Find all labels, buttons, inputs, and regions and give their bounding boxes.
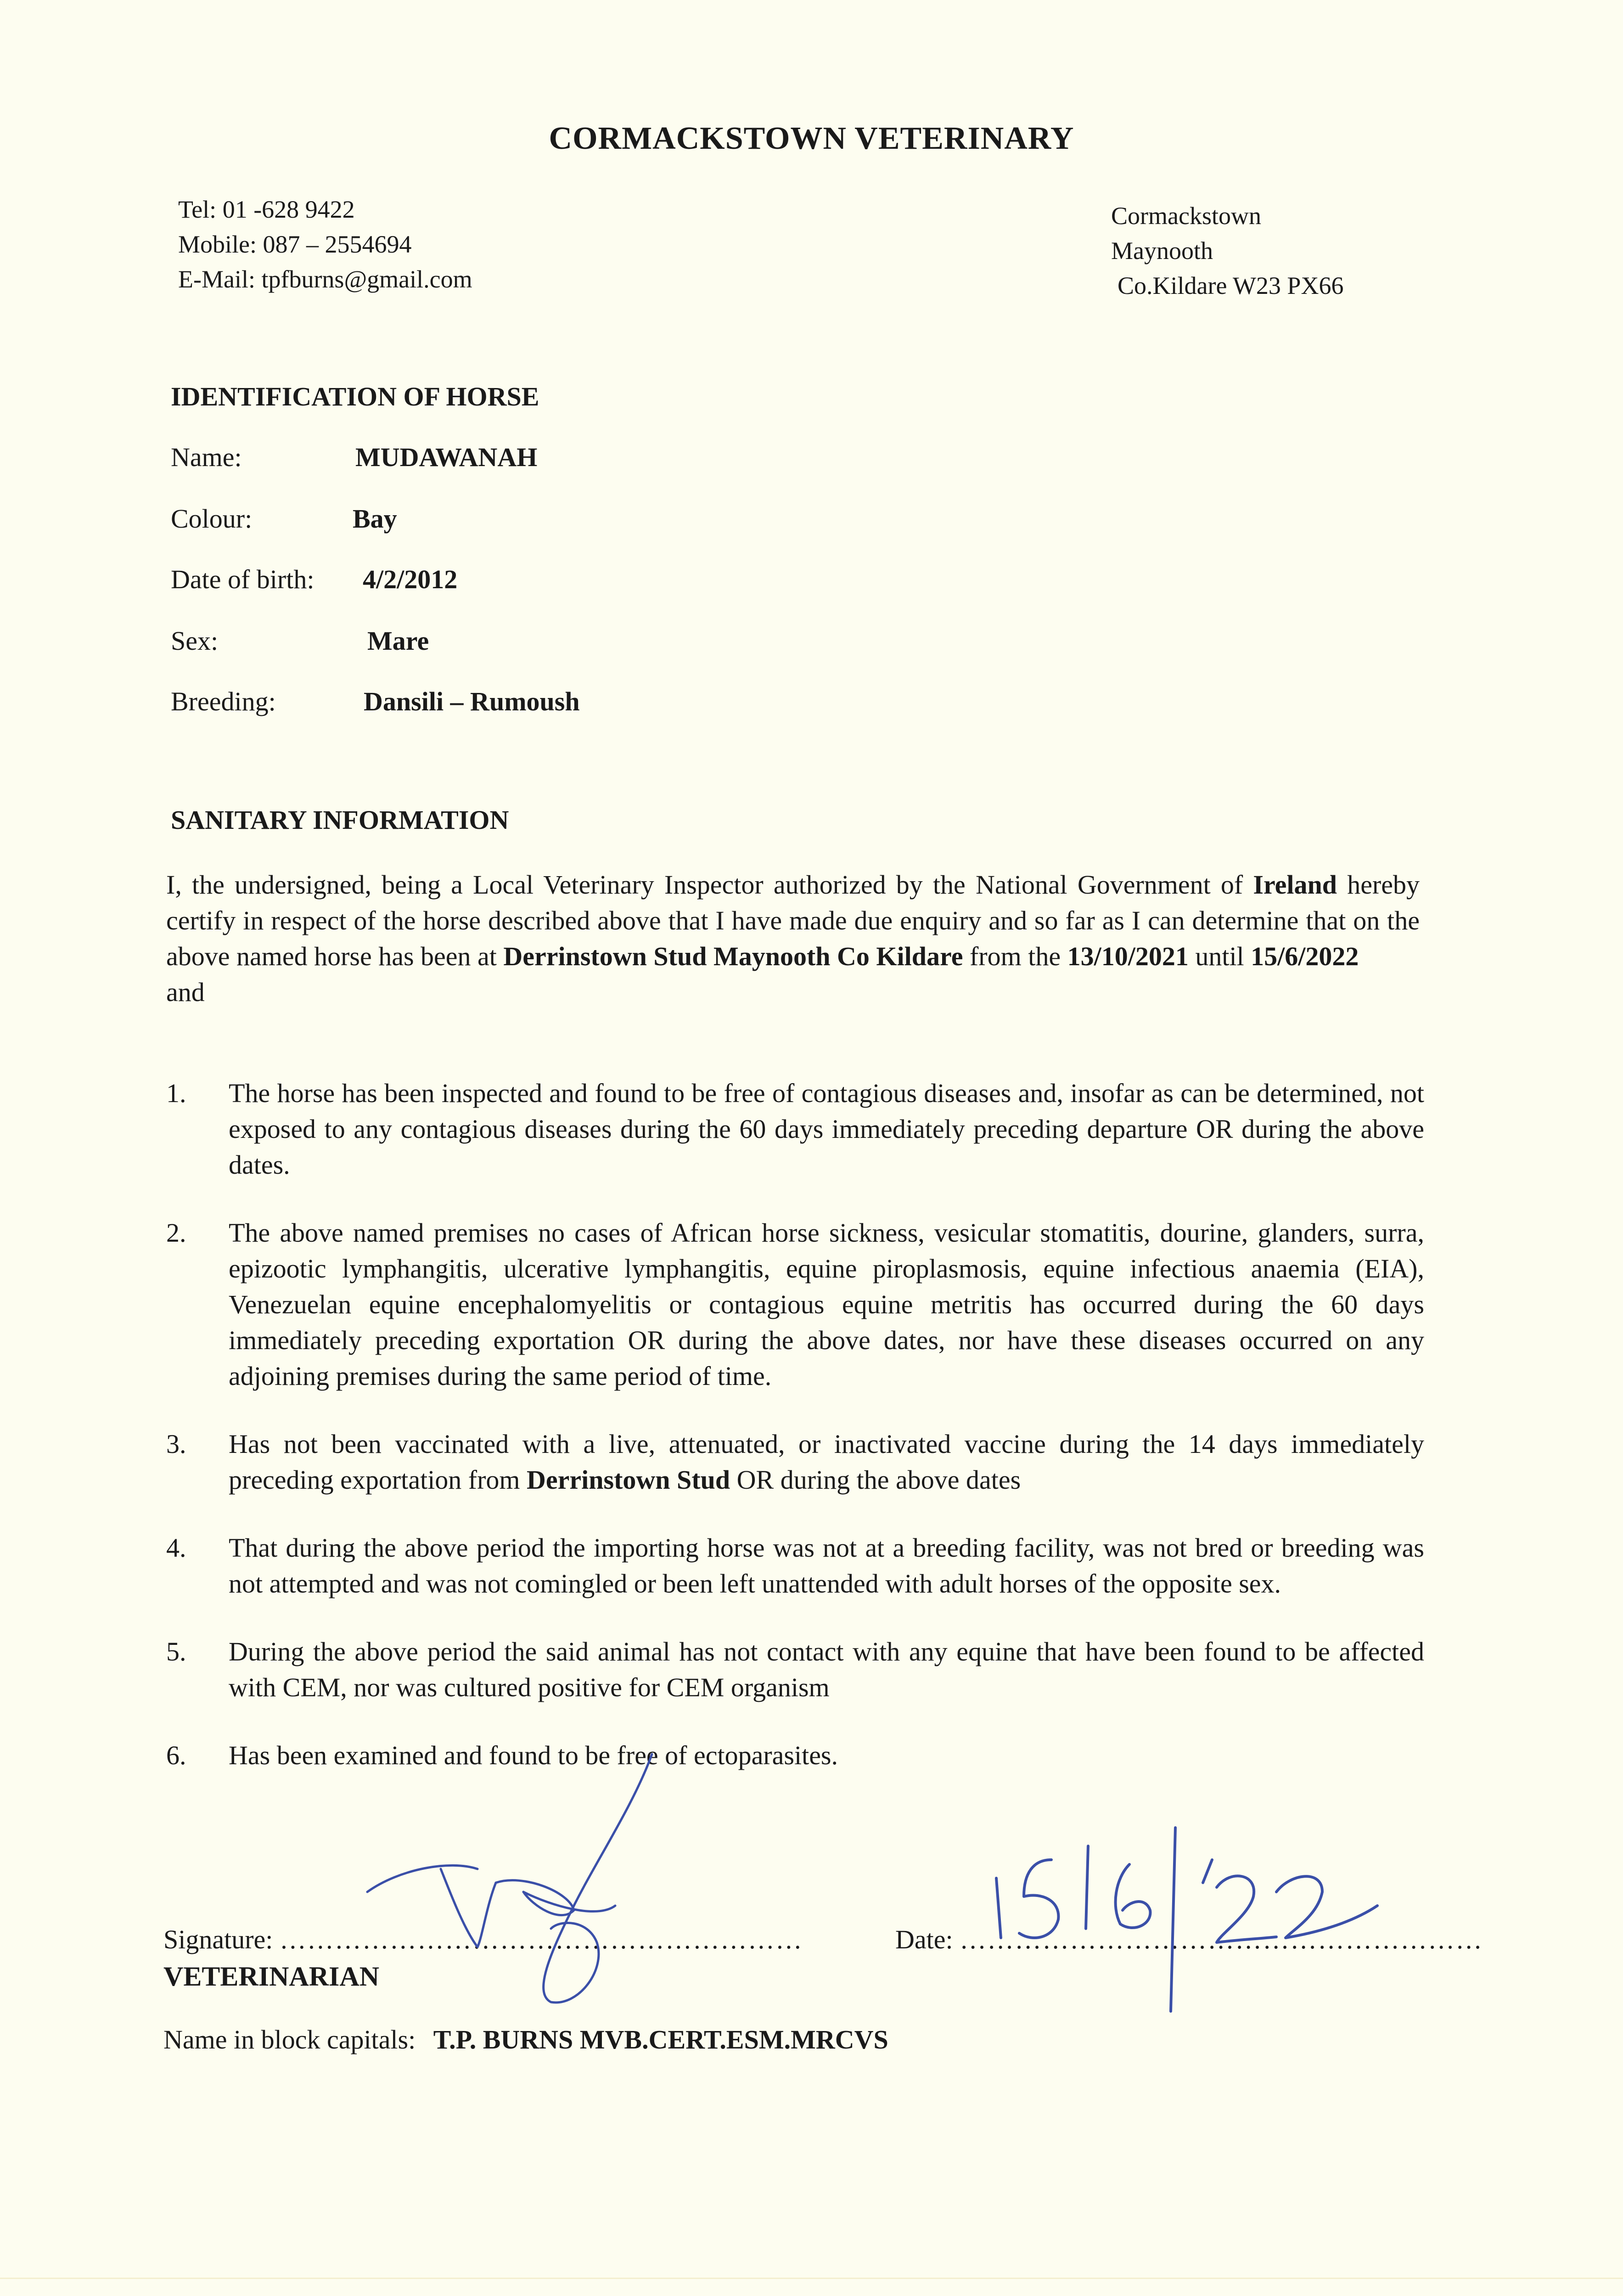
item-text: Has been examined and found to be free of ectoparasites. [229,1740,838,1770]
sex-label: Sex: [171,626,219,656]
dob-value: 4/2/2012 [363,564,458,594]
sanitary-heading: SANITARY INFORMATION [171,805,509,835]
item-text: That during the above period the importing horse was not at a breeding facility, was not bred or breeding was not attempted and was not comingled or been left unattended with adult horses of the opposite sex. [229,1533,1424,1598]
country: Ireland [1253,870,1337,900]
item-text: OR during the above dates [730,1465,1021,1495]
item-number: 3. [166,1429,186,1459]
address-line: Cormackstown [1111,202,1261,230]
list-item [166,1634,1424,1705]
name-value: MUDAWANAH [355,442,538,472]
until-text: until [1188,941,1251,971]
item-number: 1. [166,1078,186,1108]
list-item [166,1075,1424,1183]
item-text: During the above period the said animal has not contact with any equine that have been found to be affected with CEM, nor was cultured positive for CEM organism [229,1637,1424,1702]
until-date: 15/6/2022 [1251,941,1359,971]
signature-label: Signature: [163,1925,273,1954]
colour-label: Colour: [171,504,253,534]
list-item [166,1738,1424,1773]
list-item [166,1530,1424,1602]
breeding-label: Breeding: [171,687,276,716]
letterhead-title: CORMACKSTOWN VETERINARY [549,121,1074,156]
name-label: Name: [171,442,242,472]
signature-dots: ………………………………………………… [279,1925,803,1954]
intro-text: I, the undersigned, being a Local Veterinary Inspector authorized by the National Government of [166,870,1243,900]
veterinarian-label: VETERINARIAN [163,1961,380,1992]
block-name-label: Name in block capitals: [163,2025,416,2054]
condition-list [166,1075,1424,1806]
breeding-value: Dansili – Rumoush [364,687,580,716]
item-text: The above named premises no cases of African horse sickness, vesicular stomatitis, dourine, glanders, surra, epizootic lymphangitis, ulcerative lymphangitis, equine piroplasmosis, equine infectious anaemia (EIA), Venezuelan equine encephalomyelitis or contagious equine metritis has occurred during the 60 days immediately preceding exportation OR during the above dates, nor have these diseases occurred on any adjoining premises during the same period of time. [229,1218,1424,1391]
address-line: Co.Kildare W23 PX66 [1118,272,1344,299]
and-text: and [166,977,205,1007]
block-name-line [163,2024,888,2055]
address-block [1111,198,1343,303]
colour-value: Bay [353,504,397,534]
list-item [166,1215,1424,1394]
address-line: Maynooth [1111,237,1213,264]
item-text: The horse has been inspected and found to be free of contagious diseases and, insofar as can be determined, not exposed to any contagious diseases during the 60 days immediately preceding departure OR during the above dates. [229,1078,1424,1180]
intro-text-2: hereby certify in respect of the horse described above that I have made due enquiry and so far as I can determine that on the above named horse has been at [166,870,1420,971]
certification-paragraph [166,867,1420,1010]
sex-value: Mare [367,626,429,656]
handwritten-date [983,1818,1396,2030]
block-name-value: T.P. BURNS MVB.CERT.ESM.MRCVS [433,2025,888,2054]
item-number: 2. [166,1218,186,1248]
tel: Tel: 01 -628 9422 [178,196,355,223]
list-item [166,1426,1424,1498]
dob-label: Date of birth: [171,564,314,594]
email: E-Mail: tpfburns@gmail.com [178,265,472,293]
item-text: Has not been vaccinated with a live, attenuated, or inactivated vaccine during the 14 days immediately preceding exportation from [229,1429,1424,1495]
from-date: 13/10/2021 [1067,941,1189,971]
identification-heading: IDENTIFICATION OF HORSE [171,382,539,411]
premises: Derrinstown Stud Maynooth Co Kildare [503,941,963,971]
date-dots: ………………………………………………… [960,1925,1483,1954]
item-number: 5. [166,1637,186,1666]
item-bold-text: Derrinstown Stud [527,1465,730,1495]
mobile: Mobile: 087 – 2554694 [178,231,412,258]
contact-block [178,192,472,297]
date-label: Date: [895,1925,953,1954]
page-edge [0,2278,1623,2279]
item-number: 6. [166,1740,186,1770]
handwritten-signature [358,1754,689,2011]
item-number: 4. [166,1533,186,1563]
from-text: from the [963,941,1067,971]
